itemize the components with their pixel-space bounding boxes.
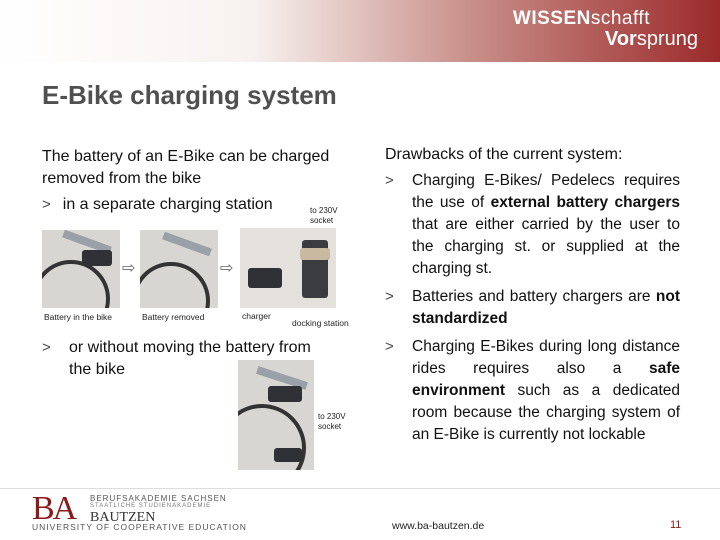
drawback-item: [385, 170, 680, 280]
logo-line-bautzen: BAUTZEN: [90, 510, 156, 525]
brand-vor: Vor: [604, 28, 637, 50]
photo-battery-removed: [140, 230, 218, 308]
drawback-emphasis: not standardized: [412, 288, 680, 327]
drawback-emphasis: safe environment: [412, 360, 680, 399]
bullet-marker: >: [385, 338, 394, 355]
caption-battery-in-bike: Battery in the bike: [44, 312, 113, 322]
brand-vorsprung: [605, 28, 698, 51]
drawback-text-part: that are either carried by the user to the charging st. or supplied at the charging st.: [412, 216, 680, 277]
ba-logo-mark: BA: [32, 490, 76, 527]
arrow-right-icon: ⇨: [220, 260, 234, 277]
caption-docking-station: docking station: [292, 318, 349, 328]
photo-battery-in-bike: [42, 230, 120, 308]
bullet-marker: >: [42, 196, 51, 213]
drawback-text: [412, 286, 680, 330]
bullet-marker: >: [42, 339, 51, 356]
drawback-emphasis: external battery chargers: [490, 194, 680, 211]
footer-divider: [0, 488, 720, 489]
drawback-text-part: Batteries and battery chargers are: [412, 288, 656, 305]
drawbacks-heading: Drawbacks of the current system:: [385, 146, 623, 163]
logo-line-university: UNIVERSITY OF COOPERATIVE EDUCATION: [32, 522, 247, 532]
brand-wissen: WISSEN: [512, 8, 591, 29]
bullet-separate-station-text: in a separate charging station: [62, 196, 273, 213]
logo-line-berufsakademie: BERUFSAKADEMIE SACHSEN: [90, 494, 227, 503]
page-number: 11: [670, 519, 682, 531]
brand-wissenschafft: [513, 8, 650, 30]
drawback-text-part: Charging E-Bikes/ Pedelecs requires the use of: [412, 172, 680, 211]
drawback-item: [385, 336, 680, 446]
socket-note-2: to 230V socket: [318, 412, 346, 431]
drawback-text: [412, 336, 680, 446]
bullet-marker: >: [385, 172, 394, 189]
socket-note-1: to 230V socket: [310, 206, 338, 225]
brand-sprung: sprung: [636, 28, 698, 50]
intro-text: The battery of an E-Bike can be charged removed from the bike: [42, 148, 330, 187]
bullet-without-moving-text: or without moving the battery from the bike: [69, 339, 311, 378]
drawback-item: [385, 286, 680, 330]
slide-title: E-Bike charging system: [42, 80, 337, 110]
caption-battery-removed: Battery removed: [142, 312, 205, 322]
drawback-text-part: such as a dedicated room because the charging system of an E-Bike is currently not lockable: [412, 382, 680, 443]
caption-charger: charger: [242, 311, 271, 321]
footer-url[interactable]: www.ba-bautzen.de: [392, 520, 485, 532]
bullet-separate-station: [42, 196, 273, 214]
arrow-right-icon: ⇨: [122, 260, 136, 277]
drawback-text: [412, 170, 680, 280]
bullet-marker: >: [385, 288, 394, 305]
logo-line-studienakademie: STAATLICHE STUDIENAKADEMIE: [90, 503, 212, 509]
photo-charger-docking-station: [240, 228, 336, 308]
photo-charging-on-bike: [238, 360, 314, 470]
drawback-text-part: Charging E-Bikes during long distance rides requires also a: [412, 338, 680, 377]
brand-schafft: schafft: [590, 8, 650, 29]
